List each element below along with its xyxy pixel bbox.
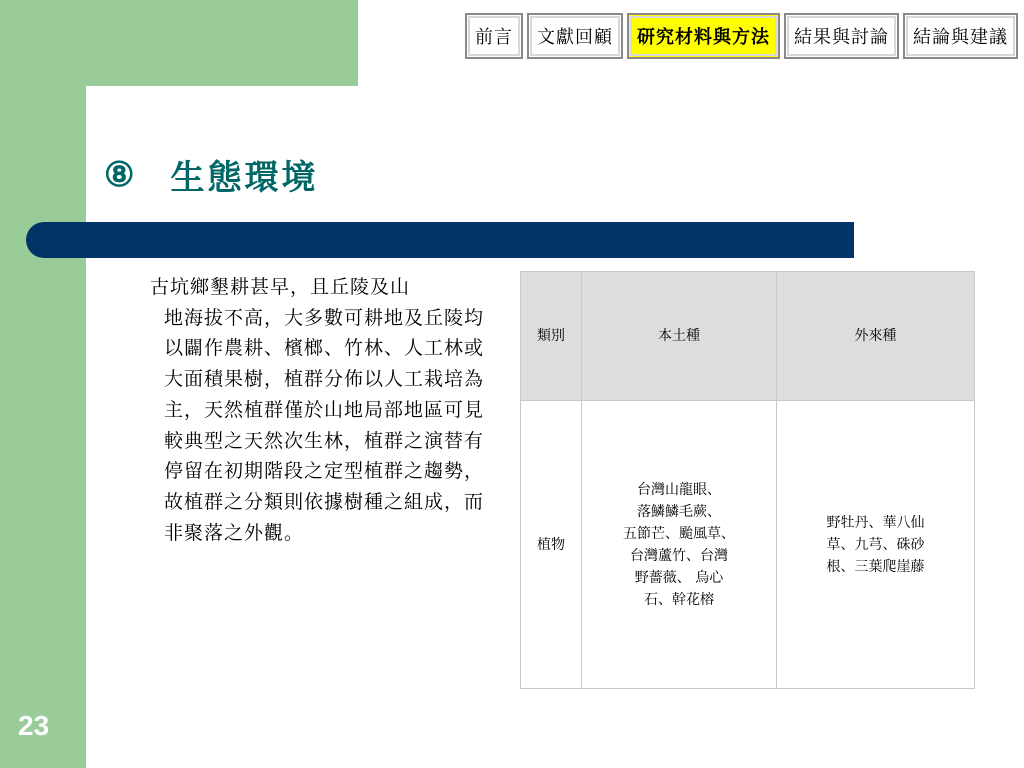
header-native: 本土種 [582, 272, 777, 401]
top-green-band [86, 0, 358, 86]
nav-tab-conclusions[interactable]: 結論與建議 [903, 13, 1018, 59]
title-divider-bar [26, 222, 854, 258]
body-paragraph [150, 272, 500, 548]
header-category: 類別 [521, 272, 582, 401]
nav-tab-preface[interactable]: 前言 [465, 13, 523, 59]
paragraph-first-line: 古坑鄉墾耕甚早，且丘陵及山 [150, 276, 411, 298]
alien-line: 草、九芎、硃砂 [826, 536, 925, 553]
native-line: 五節芒、颱風草、 [623, 525, 735, 542]
alien-species-text [827, 512, 925, 578]
table-header-row [521, 272, 975, 401]
section-number: ⑧ [104, 154, 135, 195]
alien-line: 根、三葉爬崖藤 [826, 558, 925, 575]
slide-title [104, 150, 318, 199]
native-line: 石、幹花榕 [644, 591, 714, 608]
page-title: 生態環境 [170, 158, 319, 198]
left-green-band [0, 0, 86, 768]
header-alien: 外來種 [777, 272, 975, 401]
native-line: 落鱗鱗毛蕨、 [637, 503, 721, 520]
native-line: 野薔薇、 烏心 [634, 569, 724, 586]
nav-tab-results-discussion[interactable]: 結果與討論 [784, 13, 899, 59]
row-category: 植物 [521, 401, 582, 689]
native-line: 台灣蘆竹、台灣 [630, 547, 728, 564]
row-native-species [582, 401, 777, 689]
native-line: 台灣山龍眼、 [637, 481, 721, 498]
nav-tab-materials-methods[interactable]: 研究材料與方法 [627, 13, 780, 59]
nav-tab-literature-review[interactable]: 文獻回顧 [527, 13, 623, 59]
native-species-text [623, 479, 735, 611]
vegetation-table [520, 271, 975, 689]
page-number: 23 [18, 710, 50, 741]
section-nav [461, 13, 1018, 59]
table-row [521, 401, 975, 689]
row-alien-species [777, 401, 975, 689]
alien-line: 野牡丹、華八仙 [826, 514, 925, 531]
paragraph-rest: 地海拔不高，大多數可耕地及丘陵均以闢作農耕、檳榔、竹林、人工林或大面積果樹，植群分佈以人工栽培為主，天然植群僅於山地局部地區可見較典型之天然次生林，植群之演替有停留在初期階段之定型植群之趨勢，故植群之分類則依據樹種之組成，而非聚落之外觀。 [164, 306, 485, 544]
